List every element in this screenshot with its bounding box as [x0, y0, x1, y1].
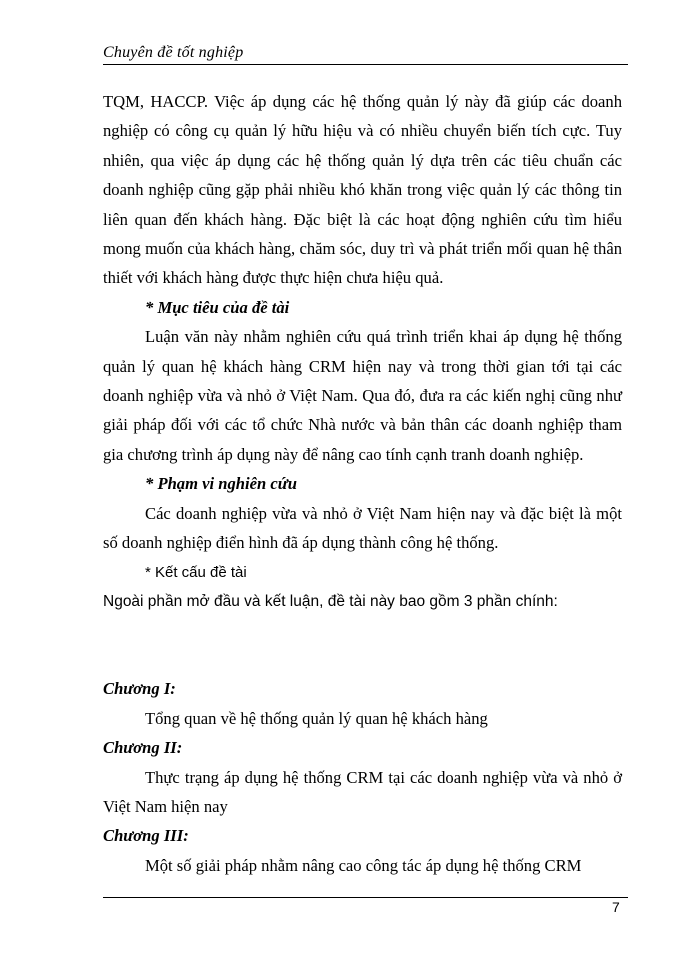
chapter-title: Chương II: — [103, 738, 183, 758]
scope-paragraph: Các doanh nghiệp vừa và nhỏ ở Việt Nam hiện nay và đặc biệt là một số doanh nghiệp điển hình đã áp dụng thành công hệ thống. — [103, 503, 622, 553]
scope-heading: * Phạm vi nghiên cứu — [145, 474, 297, 494]
page-body — [103, 87, 622, 880]
chapter-description: Thực trạng áp dụng hệ thống CRM tại các doanh nghiệp vừa và nhỏ ở Việt Nam hiện nay — [103, 767, 622, 816]
header-rule — [103, 64, 628, 65]
structure-intro: Ngoài phần mở đầu và kết luận, đề tài này bao gồm 3 phần chính: — [103, 592, 558, 610]
running-header: Chuyên đề tốt nghiệp — [103, 44, 244, 61]
chapter-description: Một số giải pháp nhằm nâng cao công tác áp dụng hệ thống CRM — [145, 855, 582, 875]
blank-space — [103, 616, 622, 674]
structure-heading: * Kết cấu đề tài — [145, 563, 247, 581]
page-number: 7 — [612, 899, 620, 915]
footer-rule — [103, 897, 628, 898]
chapter-title: Chương III: — [103, 826, 189, 846]
objective-paragraph: Luận văn này nhằm nghiên cứu quá trình triển khai áp dụng hệ thống quản lý quan hệ khách hàng CRM hiện nay và trong thời gian tới tại các doanh nghiệp vừa và nhỏ ở Việt Nam. Qua đó, đưa ra các kiến nghị cũng như giải pháp đối với các tổ chức Nhà nước và bản thân các doanh nghiệp tham gia chương trình áp dụng này để nâng cao tính cạnh tranh doanh nghiệp. — [103, 327, 622, 464]
chapter-description: Tổng quan về hệ thống quản lý quan hệ khách hàng — [145, 708, 488, 728]
objective-heading: * Mục tiêu của đề tài — [145, 297, 290, 317]
chapter-title: Chương I: — [103, 679, 176, 699]
intro-paragraph: TQM, HACCP. Việc áp dụng các hệ thống quản lý này đã giúp các doanh nghiệp có công cụ quản lý hữu hiệu và có nhiều chuyển biến tích cực. Tuy nhiên, qua việc áp dụng các hệ thống quản lý dựa trên các tiêu chuẩn các doanh nghiệp cũng gặp phải nhiều khó khăn trong việc quản lý các thông tin liên quan đến khách hàng. Đặc biệt là các hoạt động nghiên cứu tìm hiểu mong muốn của khách hàng, chăm sóc, duy trì và phát triển mối quan hệ thân thiết với khách hàng được thực hiện chưa hiệu quả. — [103, 92, 622, 288]
